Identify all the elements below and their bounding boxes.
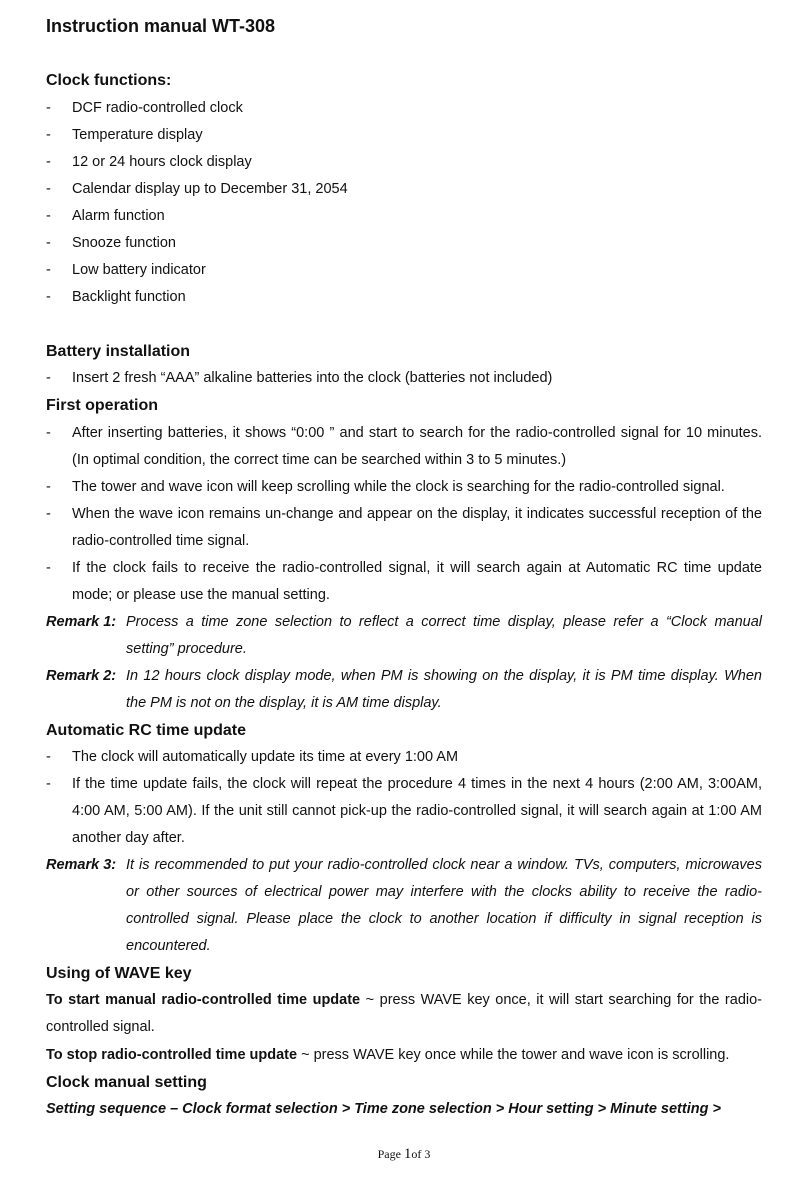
heading-clock-manual-setting: Clock manual setting <box>46 1074 207 1091</box>
remark-text: It is recommended to put your radio-controlled clock near a window. TVs, computers, microwaves or other sources of electrical power may interfere with the clocks ability to receive the radio-controlled signal. Please place the clock to another location if difficulty in signal reception is encountered. <box>126 857 762 954</box>
list-item: - The tower and wave icon will keep scrolling while the clock is searching for the radio-controlled signal. <box>46 479 725 495</box>
heading-automatic-rc: Automatic RC time update <box>46 722 247 739</box>
list-item: - 12 or 24 hours clock display <box>46 154 252 170</box>
wave-stop-paragraph: To stop radio-controlled time update ~ press WAVE key once while the tower and wave icon is scrolling. <box>46 1047 730 1063</box>
wave-start-paragraph: To start manual radio-controlled time update ~ press WAVE key once, it will start searching for the radio-controlled signal. <box>46 992 763 1035</box>
heading-clock-functions: Clock functions: <box>46 72 172 89</box>
list-item: - Backlight function <box>46 289 186 305</box>
remark-text: Process a time zone selection to reflect a correct time display, please refer a “Clock manual setting” procedure. <box>126 614 762 657</box>
list-item: - When the wave icon remains un-change and appear on the display, it indicates successful reception of the radio-controlled time signal. <box>46 506 762 549</box>
remark-label: Remark 3: <box>46 857 117 873</box>
heading-battery-installation: Battery installation <box>46 343 191 360</box>
list-item: - Calendar display up to December 31, 2054 <box>46 181 348 197</box>
page-title: Instruction manual WT-308 <box>46 16 276 36</box>
remark-3 <box>46 852 762 960</box>
remark-label: Remark 2: <box>46 668 117 684</box>
list-item: - The clock will automatically update its time at every 1:00 AM <box>46 749 459 765</box>
list-item: - Temperature display <box>46 127 203 143</box>
page-number: 1 <box>403 1146 412 1162</box>
remark-2 <box>46 663 762 717</box>
remark-1 <box>46 609 762 663</box>
remark-text: In 12 hours clock display mode, when PM is showing on the display, it is PM time display. When the PM is not on the display, it is AM time display. <box>126 668 762 711</box>
heading-first-operation: First operation <box>46 397 159 414</box>
list-item: - If the time update fails, the clock will repeat the procedure 4 times in the next 4 hours (2:00 AM, 3:00AM, 4:00 AM, 5:00 AM). If the unit still cannot pick-up the radio-controlled signal, it will search again at 1:00 AM another day after. <box>46 776 762 846</box>
list-item: - Insert 2 fresh “AAA” alkaline batteries into the clock (batteries not included) <box>46 370 553 386</box>
list-item: - DCF radio-controlled clock <box>46 100 243 116</box>
list-item: - Snooze function <box>46 235 176 251</box>
list-item: - Alarm function <box>46 208 165 224</box>
setting-sequence: Setting sequence – Clock format selection > Time zone selection > Hour setting > Minute setting > <box>46 1101 721 1117</box>
list-item: - Low battery indicator <box>46 262 206 278</box>
remark-label: Remark 1: <box>46 614 117 630</box>
list-item: - After inserting batteries, it shows “0:00 ” and start to search for the radio-controlled signal for 10 minutes. (In optimal condition, the correct time can be searched within 3 to 5 minutes.) <box>46 425 762 468</box>
heading-wave-key: Using of WAVE key <box>46 965 192 982</box>
list-item: - If the clock fails to receive the radio-controlled signal, it will search again at Automatic RC time update mode; or please use the manual setting. <box>46 560 762 603</box>
page-footer: Page 1of 3 <box>377 1146 431 1162</box>
